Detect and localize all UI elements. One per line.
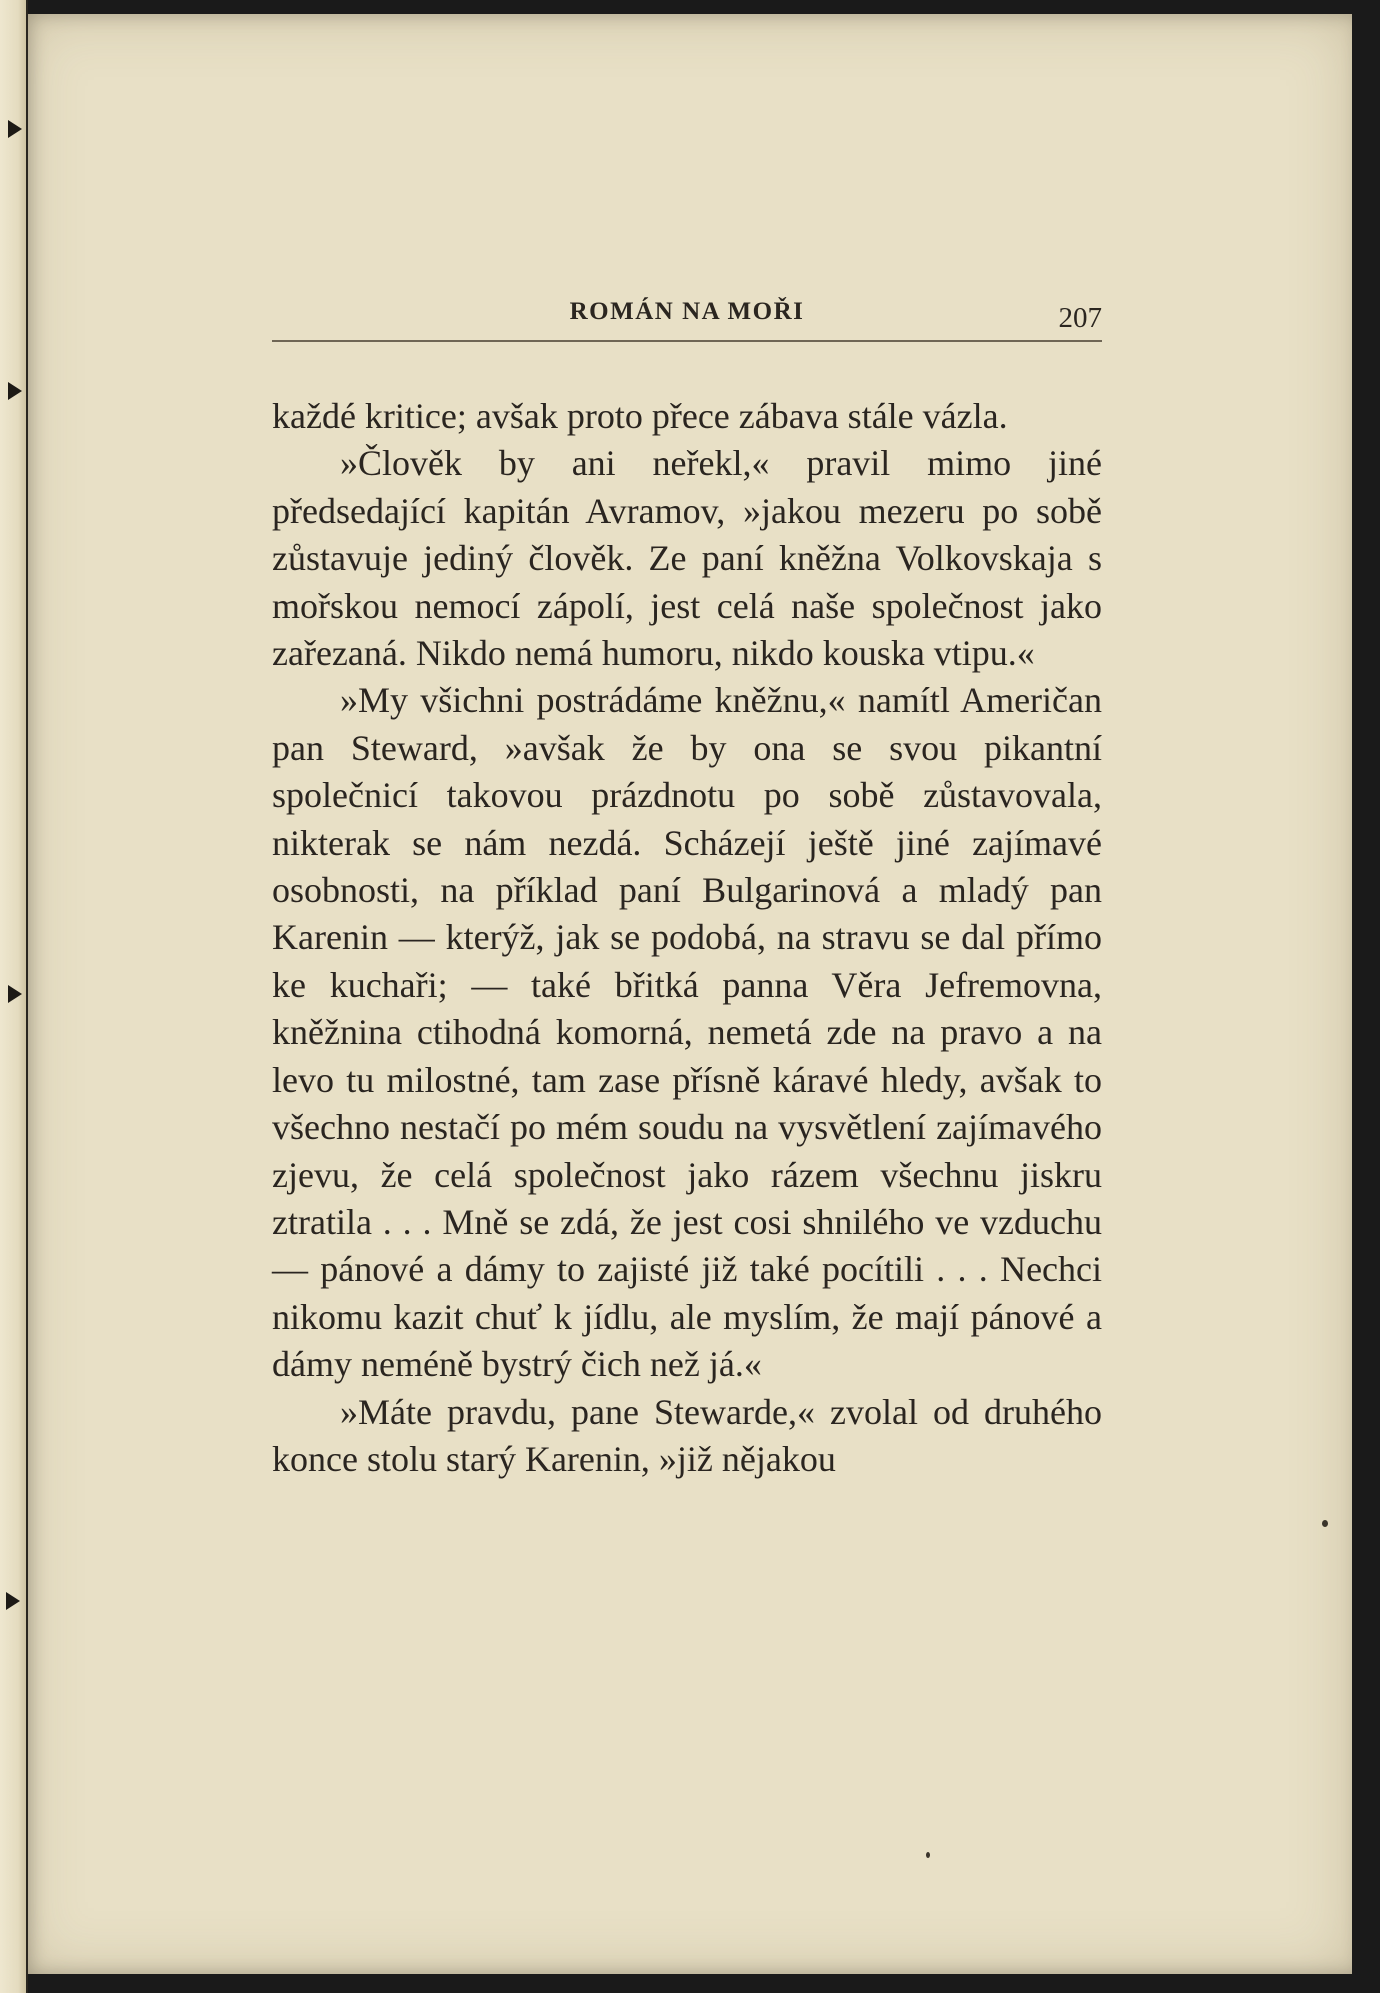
margin-mark	[8, 120, 22, 138]
page-number: 207	[1058, 302, 1102, 334]
page-edge-binding	[0, 0, 28, 1993]
margin-mark	[6, 1592, 20, 1610]
margin-mark	[8, 985, 22, 1003]
paragraph: »Máte pravdu, pane Stewarde,« zvolal od druhého konce stolu starý Karenin, »již nějakou	[272, 1391, 1102, 1479]
body-text	[272, 393, 1102, 1483]
paragraph: »Člověk by ani neřekl,« pravil mimo jiné předsedající kapitán Avramov, »jakou mezeru po sobě zůstavuje jediný člověk. Ze paní kněžna Volkovskaja s mořskou nemocí zápolí, jest celá naše společnost jako zařezaná. Nikdo nemá humoru, nikdo kouska vtipu.«	[272, 443, 1102, 674]
header-rule	[272, 340, 1102, 342]
paragraph: »My všichni postrádáme kněžnu,« namítl Američan pan Steward, »avšak že by ona se svou pikantní společnicí takovou prázdnotu po sobě zůstavovala, nikterak se nám nezdá. Scházejí ještě jiné zajímavé osobnosti, na příklad paní Bulgarinová a mladý pan Karenin — kterýž, jak se podobá, na stravu se dal přímo ke kuchaři; — také břitká panna Věra Jefremovna, kněžnina ctihodná komorná, nemetá zde na pravo a na levo tu milostné, tam zase přísně káravé hledy, avšak to všechno nestačí po mém soudu na vysvětlení zajímavého zjevu, že celá společnost jako rázem všechnu jiskru ztratila . . . Mně se zdá, že jest cosi shnilého ve vzduchu — pánové a dámy to zajisté již také pocítili . . . Nechci nikomu kazit chuť k jídlu, ale myslím, že mají pánové a dámy neméně bystrý čich než já.«	[272, 680, 1102, 1385]
ink-speck	[1322, 1520, 1328, 1527]
margin-mark	[8, 382, 22, 400]
ink-speck	[926, 1852, 930, 1858]
paragraph: každé kritice; avšak proto přece zábava stále vázla.	[272, 396, 1008, 436]
running-title: ROMÁN NA MOŘI	[569, 298, 805, 325]
running-header	[272, 292, 1102, 342]
